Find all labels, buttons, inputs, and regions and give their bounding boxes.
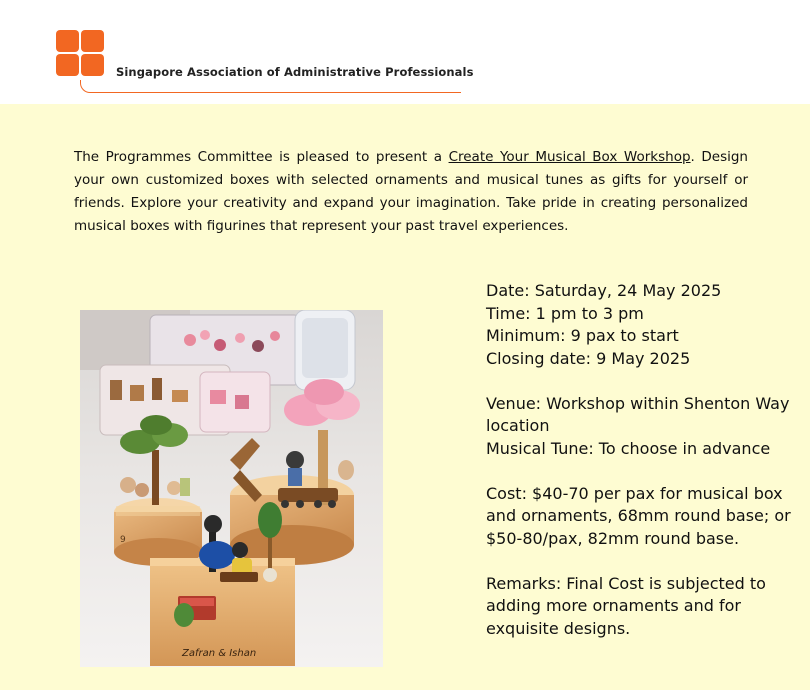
logo-underline [80,80,461,93]
event-remarks: Remarks: Final Cost is subjected to adding more ornaments and for exquisite designs. [486,573,766,638]
spacer [486,460,804,483]
svg-text:9: 9 [120,535,126,545]
musical-box-photo [80,310,383,667]
box-inscription: Zafran & Ishan [182,648,257,659]
organization-name: Singapore Association of Administrative Professionals [116,65,474,79]
event-closing-date: Closing date: 9 May 2025 [486,348,691,368]
event-details [486,280,804,640]
event-minimum: Minimum: 9 pax to start [486,326,679,345]
workshop-link[interactable]: Create Your Musical Box Workshop [448,149,691,165]
spacer [486,550,804,573]
event-venue: Venue: Workshop within Shenton Way location [486,393,790,435]
event-date: Date: Saturday, 24 May 2025 [486,281,722,300]
intro-text-start: The Programmes Committee is pleased to present a [74,149,449,165]
event-time: Time: 1 pm to 3 pm [486,303,644,323]
intro-paragraph [74,146,748,238]
association-logo [56,30,106,78]
header [0,0,810,104]
event-cost: Cost: $40-70 per pax for musical box and ornaments, 68mm round base; or $50-80/pax, 82mm round base. [486,483,791,548]
spacer [486,370,804,393]
event-musical-tune: Musical Tune: To choose in advance [486,438,771,458]
intro-text-end: . Design your own customized boxes with selected ornaments and musical tunes as gifts for yourself or friends. Explore your creativity and expand your imagination. Take pride in creating personalized musical boxes with figurines that represent your past travel experiences. [74,149,748,234]
